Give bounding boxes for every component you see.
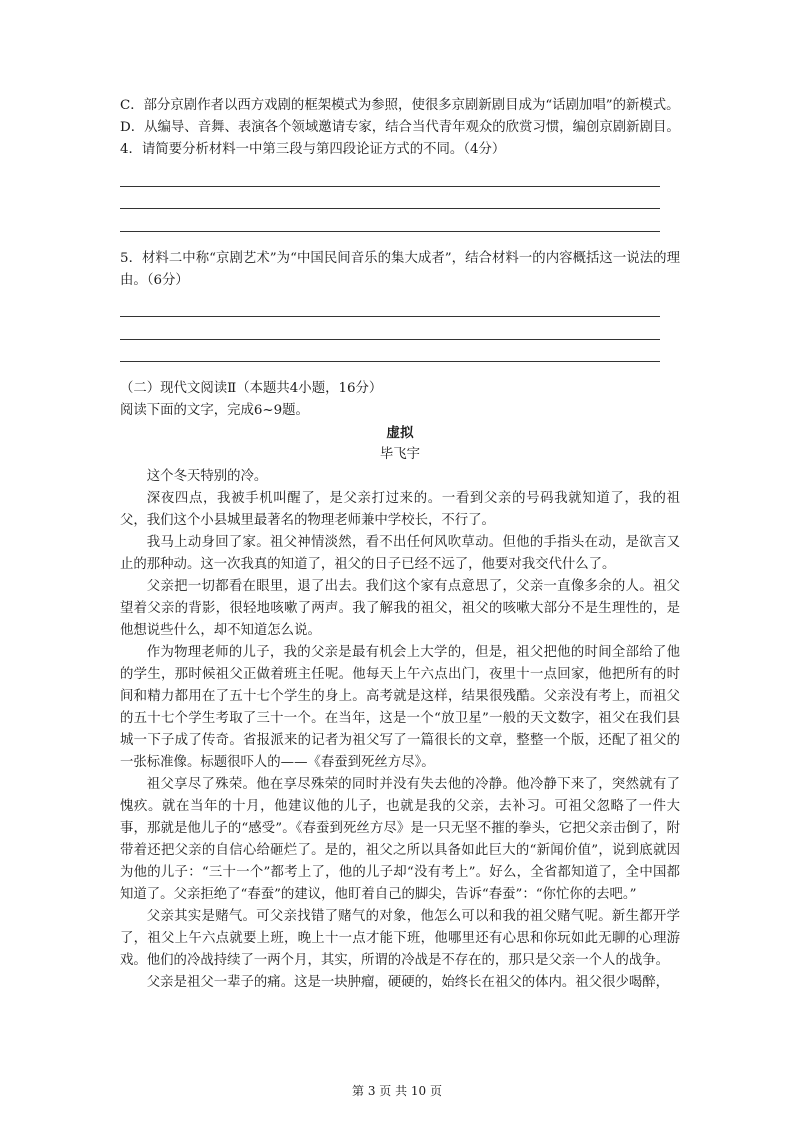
answer-line[interactable] [120,209,660,232]
story-paragraph: 深夜四点，我被手机叫醒了，是父亲打过来的。一看到父亲的号码我就知道了，我的祖父，我们这个小县城里最著名的物理老师兼中学校长，不行了。 [120,491,680,528]
story-title: 虚拟 [386,425,414,441]
page-footer: 第 3 页 共 10 页 [352,1084,442,1098]
answer-line[interactable] [120,295,660,318]
question-5: 5．材料二中称“京剧艺术”为“中国民间音乐的集大成者”，结合材料一的内容概括这一说法的理由。（6分） [120,250,680,288]
option-d: D．从编导、音舞、表演各个领域邀请专家，结合当代青年观众的欣赏习惯，编创京剧新剧目。 [120,120,680,135]
story-author: 毕飞宇 [379,447,421,462]
answer-line[interactable] [120,187,660,210]
story-paragraph: 作为物理老师的儿子，我的父亲是最有机会上大学的，但是，祖父把他的时间全部给了他的学生，那时候祖父正做着班主任呢。他每天上午六点出门，夜里十一点回家，他把所有的时间和精力都用在了五十七个学生的身上。高考就是这样，结果很残酷。父亲没有考上，而祖父的五十七个学生考取了三十一个。在当年，这是一个“放卫星”一般的天文数字，祖父在我们县城一下子成了传奇。省报派来的记者为祖父写了一篇很长的文章，整整一个版，还配了祖父的一张标准像。标题很吓人的——《春蚕到死丝方尽》。 [120,645,680,770]
section-heading: （二）现代文阅读Ⅱ（本题共4小题，16分） [120,381,383,396]
answer-line[interactable] [120,317,660,340]
story-paragraph: 父亲把一切都看在眼里，退了出去。我们这个家有点意思了，父亲一直像多余的人。祖父望着父亲的背影，很轻地咳嗽了两声。我了解我的祖父，祖父的咳嗽大部分不是生理性的，是他想说些什么，却不知道怎么说。 [120,579,680,638]
question-4: 4．请简要分析材料一中第三段与第四段论证方式的不同。（4分） [120,142,506,157]
story-paragraph: 我马上动身回了家。祖父神情淡然，看不出任何风吹草动。但他的手指头在动，是欲言又止的那种动。这一次我真的知道了，祖父的日子已经不远了，他要对我交代什么了。 [120,535,680,572]
story-paragraph: 祖父享尽了殊荣。他在享尽殊荣的同时并没有失去他的冷静。他冷静下来了，突然就有了愧疚。就在当年的十月，他建议他的儿子，也就是我的父亲，去补习。可祖父忽略了一件大事，那就是他儿子的“感受”。《春蚕到死丝方尽》是一只无坚不摧的拳头，它把父亲击倒了，附带着还把父亲的自信心给砸烂了。是的，祖父之所以具备如此巨大的“新闻价值”，说到底就因为他的儿子：“三十一个”都考上了，他的儿子却“没有考上”。好么，全省都知道了，全中国都知道了。父亲拒绝了“春蚕”的建议，他盯着自己的脚尖，告诉“春蚕”：“你忙你的去吧。” [120,777,680,902]
story-paragraph: 父亲是祖父一辈子的痛。这是一块肿瘤，硬硬的，始终长在祖父的体内。祖父很少喝醉， [146,975,670,990]
option-c: C．部分京剧作者以西方戏剧的框架模式为参照，使很多京剧新剧目成为“话剧加唱”的新模式。 [120,98,680,113]
answer-line[interactable] [120,340,660,363]
answer-lines-q5[interactable] [120,295,680,363]
section-instruction: 阅读下面的文字，完成6~9题。 [120,403,309,418]
story-paragraph: 父亲其实是赌气。可父亲找错了赌气的对象，他怎么可以和我的祖父赌气呢。新生都开学了，祖父上午六点就要上班，晚上十一点才能下班，他哪里还有心思和你玩如此无聊的心理游戏。他们的冷战持续了一两个月，其实，所谓的冷战是不存在的，那只是父亲一个人的战争。 [120,909,680,968]
answer-lines-q4[interactable] [120,164,680,232]
page-content [120,95,680,994]
answer-line[interactable] [120,164,660,187]
story-paragraph: 这个冬天特别的冷。 [146,469,268,484]
